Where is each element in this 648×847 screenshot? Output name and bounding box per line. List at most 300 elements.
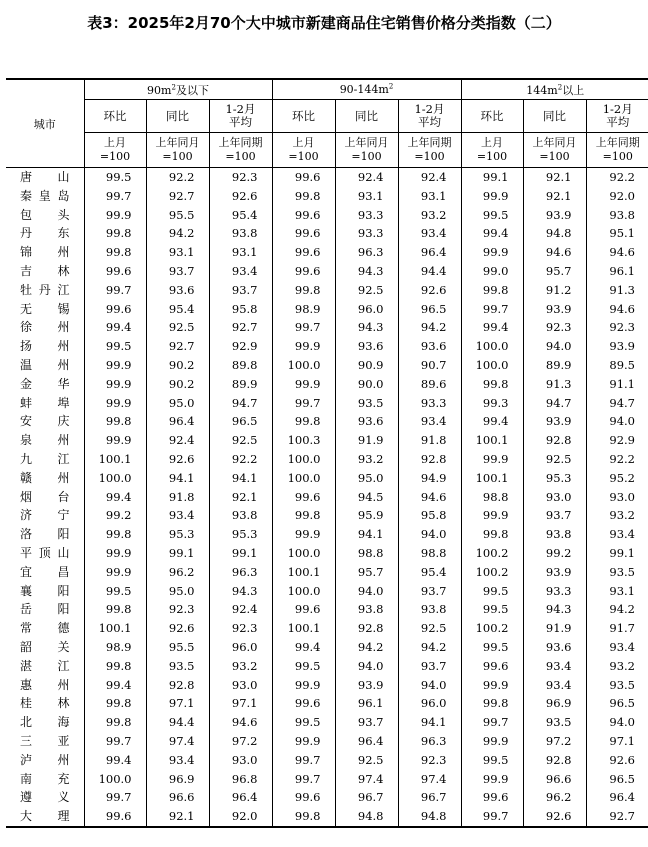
index-value: 92.5: [335, 281, 398, 300]
index-value: 93.1: [335, 187, 398, 206]
index-value: 94.3: [209, 582, 272, 601]
city-name: 蚌埠: [20, 395, 70, 410]
index-value: 94.8: [523, 224, 586, 243]
col-header-yoy: 同比: [146, 100, 209, 133]
index-value: 89.9: [523, 356, 586, 375]
index-value: 99.5: [272, 657, 335, 676]
index-value: 93.2: [398, 206, 461, 225]
index-value: 99.4: [461, 224, 523, 243]
index-value: 99.7: [461, 807, 523, 827]
index-value: 95.7: [335, 563, 398, 582]
index-value: 94.1: [209, 469, 272, 488]
index-value: 92.4: [398, 168, 461, 187]
index-value: 93.4: [209, 262, 272, 281]
index-value: 99.6: [272, 694, 335, 713]
index-value: 90.2: [146, 375, 209, 394]
index-value: 93.0: [209, 676, 272, 695]
index-value: 99.5: [461, 582, 523, 601]
index-value: 96.4: [335, 732, 398, 751]
index-value: 92.6: [398, 281, 461, 300]
index-value: 96.6: [146, 788, 209, 807]
index-value: 99.7: [84, 788, 146, 807]
index-value: 94.0: [335, 657, 398, 676]
city-name: 烟台: [20, 489, 70, 504]
index-value: 99.8: [461, 525, 523, 544]
index-value: 99.9: [461, 506, 523, 525]
index-value: 92.3: [523, 318, 586, 337]
index-value: 93.6: [335, 412, 398, 431]
base-label: 上年同月=100: [523, 133, 586, 168]
index-value: 96.5: [586, 770, 648, 789]
city-name: 南充: [20, 771, 70, 786]
city-name: 洛阳: [20, 527, 70, 542]
index-value: 99.9: [461, 243, 523, 262]
index-value: 97.1: [146, 694, 209, 713]
col-header-mom: 环比: [461, 100, 523, 133]
index-value: 99.8: [272, 807, 335, 827]
index-value: 99.5: [461, 638, 523, 657]
index-value: 95.7: [523, 262, 586, 281]
index-value: 96.4: [146, 412, 209, 431]
index-value: 93.7: [523, 506, 586, 525]
index-value: 95.4: [209, 206, 272, 225]
index-value: 99.9: [272, 525, 335, 544]
index-value: 93.2: [586, 657, 648, 676]
index-value: 93.4: [586, 638, 648, 657]
index-value: 93.8: [209, 224, 272, 243]
index-value: 92.2: [586, 450, 648, 469]
index-value: 92.9: [586, 431, 648, 450]
col-header-avg: 1-2月 平均: [398, 100, 461, 133]
index-value: 92.2: [146, 168, 209, 187]
index-value: 93.3: [523, 582, 586, 601]
table-row: [6, 788, 648, 807]
index-value: 92.0: [586, 187, 648, 206]
city-column-header: 城市: [6, 79, 84, 168]
index-value: 99.4: [272, 638, 335, 657]
index-value: 89.8: [209, 356, 272, 375]
index-value: 100.1: [84, 619, 146, 638]
index-value: 100.0: [84, 469, 146, 488]
index-value: 92.1: [523, 187, 586, 206]
index-value: 95.3: [209, 525, 272, 544]
index-value: 99.9: [272, 732, 335, 751]
index-value: 99.9: [84, 206, 146, 225]
index-value: 100.3: [272, 431, 335, 450]
city-name: 金华: [20, 376, 70, 391]
city-name: 丹东: [20, 226, 70, 241]
index-value: 93.2: [335, 450, 398, 469]
index-value: 99.5: [461, 751, 523, 770]
index-value: 100.2: [461, 544, 523, 563]
index-value: 99.1: [146, 544, 209, 563]
index-value: 99.5: [461, 600, 523, 619]
index-value: 100.1: [272, 619, 335, 638]
index-value: 94.1: [146, 469, 209, 488]
index-value: 94.0: [398, 676, 461, 695]
index-value: 93.6: [335, 337, 398, 356]
index-value: 93.4: [146, 751, 209, 770]
index-value: 93.5: [586, 563, 648, 582]
index-value: 95.9: [335, 506, 398, 525]
index-value: 94.6: [209, 713, 272, 732]
index-value: 93.7: [335, 713, 398, 732]
index-value: 93.7: [146, 262, 209, 281]
index-value: 92.4: [335, 168, 398, 187]
index-value: 94.6: [523, 243, 586, 262]
index-value: 95.3: [146, 525, 209, 544]
table-row: [6, 732, 648, 751]
index-value: 94.7: [586, 394, 648, 413]
index-value: 99.4: [84, 318, 146, 337]
table-row: [6, 676, 648, 695]
index-value: 99.9: [84, 563, 146, 582]
city-name: 锦州: [20, 245, 70, 260]
index-value: 99.9: [84, 375, 146, 394]
city-name: 岳阳: [20, 602, 70, 617]
index-value: 99.6: [272, 788, 335, 807]
index-value: 93.9: [523, 412, 586, 431]
index-value: 99.8: [84, 412, 146, 431]
base-label: 上年同期=100: [398, 133, 461, 168]
index-value: 92.5: [146, 318, 209, 337]
index-value: 93.8: [398, 600, 461, 619]
table-row: [6, 318, 648, 337]
index-value: 99.9: [461, 450, 523, 469]
city-name: 牡丹江: [20, 282, 70, 297]
index-value: 92.6: [146, 619, 209, 638]
index-value: 99.9: [84, 431, 146, 450]
base-label: 上月=100: [461, 133, 523, 168]
city-name: 遵义: [20, 790, 70, 805]
index-value: 91.7: [586, 619, 648, 638]
index-value: 93.4: [586, 525, 648, 544]
index-value: 99.4: [461, 318, 523, 337]
index-value: 100.0: [272, 544, 335, 563]
page-title: 表3：2025年2月70个大中城市新建商品住宅销售价格分类指数（二）: [87, 14, 561, 32]
index-value: 99.4: [461, 412, 523, 431]
table-row: [6, 807, 648, 827]
index-value: 99.6: [84, 262, 146, 281]
index-value: 96.7: [398, 788, 461, 807]
index-value: 94.2: [398, 638, 461, 657]
index-value: 89.6: [398, 375, 461, 394]
index-value: 99.3: [461, 394, 523, 413]
index-value: 99.7: [272, 394, 335, 413]
index-value: 93.9: [523, 563, 586, 582]
index-value: 100.1: [461, 469, 523, 488]
table-row: [6, 224, 648, 243]
index-value: 93.3: [335, 224, 398, 243]
index-value: 93.9: [523, 300, 586, 319]
index-value: 96.2: [146, 563, 209, 582]
index-value: 98.9: [272, 300, 335, 319]
index-value: 94.2: [335, 638, 398, 657]
index-value: 99.8: [461, 694, 523, 713]
city-name: 泸州: [20, 752, 70, 767]
index-value: 94.0: [335, 582, 398, 601]
index-value: 99.9: [272, 375, 335, 394]
index-value: 99.9: [272, 676, 335, 695]
index-value: 99.6: [272, 243, 335, 262]
index-value: 94.6: [586, 243, 648, 262]
index-value: 97.4: [335, 770, 398, 789]
index-value: 96.1: [335, 694, 398, 713]
city-name: 常德: [20, 621, 70, 636]
table-row: [6, 168, 648, 187]
index-value: 99.5: [84, 337, 146, 356]
city-name: 湛江: [20, 658, 70, 673]
col-header-mom: 环比: [84, 100, 146, 133]
index-value: 94.8: [335, 807, 398, 827]
index-value: 100.0: [84, 770, 146, 789]
index-value: 99.6: [272, 168, 335, 187]
index-value: 99.1: [586, 544, 648, 563]
index-value: 94.0: [523, 337, 586, 356]
table-row: [6, 506, 648, 525]
table-row: [6, 619, 648, 638]
city-name: 襄阳: [20, 583, 70, 598]
index-value: 92.8: [146, 676, 209, 695]
col-header-mom: 环比: [272, 100, 335, 133]
city-name: 宜昌: [20, 564, 70, 579]
table-row: [6, 300, 648, 319]
index-value: 99.1: [461, 168, 523, 187]
index-value: 99.8: [84, 657, 146, 676]
index-value: 99.8: [84, 525, 146, 544]
index-value: 97.4: [146, 732, 209, 751]
index-value: 96.2: [523, 788, 586, 807]
index-value: 99.6: [461, 788, 523, 807]
index-value: 99.7: [461, 300, 523, 319]
index-value: 92.6: [523, 807, 586, 827]
base-label: 上月=100: [84, 133, 146, 168]
index-value: 93.5: [523, 713, 586, 732]
index-value: 93.7: [398, 657, 461, 676]
index-value: 99.7: [272, 751, 335, 770]
index-value: 95.8: [398, 506, 461, 525]
col-header-avg: 1-2月 平均: [586, 100, 648, 133]
index-value: 92.4: [146, 431, 209, 450]
index-value: 93.7: [398, 582, 461, 601]
index-value: 96.5: [586, 694, 648, 713]
index-value: 95.0: [146, 582, 209, 601]
index-value: 96.3: [335, 243, 398, 262]
index-value: 91.9: [335, 431, 398, 450]
index-value: 92.5: [523, 450, 586, 469]
index-value: 89.9: [209, 375, 272, 394]
index-value: 99.6: [272, 224, 335, 243]
index-value: 99.4: [84, 751, 146, 770]
index-value: 91.3: [523, 375, 586, 394]
index-value: 93.1: [586, 582, 648, 601]
index-value: 99.5: [272, 713, 335, 732]
index-value: 99.7: [272, 318, 335, 337]
table-row: [6, 469, 648, 488]
city-name: 吉林: [20, 263, 70, 278]
index-value: 90.0: [335, 375, 398, 394]
index-value: 96.4: [586, 788, 648, 807]
index-value: 99.7: [84, 281, 146, 300]
table-row: [6, 206, 648, 225]
index-value: 99.6: [84, 300, 146, 319]
index-value: 96.0: [398, 694, 461, 713]
city-name: 安庆: [20, 414, 70, 429]
index-value: 99.9: [84, 544, 146, 563]
index-value: 99.7: [461, 713, 523, 732]
index-value: 92.5: [209, 431, 272, 450]
index-value: 93.4: [523, 676, 586, 695]
index-value: 96.5: [398, 300, 461, 319]
index-value: 94.6: [586, 300, 648, 319]
index-value: 93.6: [146, 281, 209, 300]
index-value: 94.2: [586, 600, 648, 619]
index-value: 97.1: [586, 732, 648, 751]
index-value: 94.3: [335, 262, 398, 281]
index-value: 95.2: [586, 469, 648, 488]
index-value: 93.1: [146, 243, 209, 262]
table-row: [6, 243, 648, 262]
index-value: 99.8: [84, 694, 146, 713]
index-value: 100.1: [84, 450, 146, 469]
index-value: 99.8: [461, 281, 523, 300]
index-value: 92.2: [586, 168, 648, 187]
index-value: 99.4: [84, 488, 146, 507]
index-value: 90.7: [398, 356, 461, 375]
index-value: 93.4: [398, 412, 461, 431]
index-value: 92.8: [398, 450, 461, 469]
index-value: 93.4: [146, 506, 209, 525]
index-value: 94.5: [335, 488, 398, 507]
index-value: 98.8: [335, 544, 398, 563]
index-value: 93.1: [209, 243, 272, 262]
index-value: 99.8: [84, 713, 146, 732]
index-value: 100.1: [461, 431, 523, 450]
index-value: 96.9: [523, 694, 586, 713]
index-value: 92.3: [398, 751, 461, 770]
table-row: [6, 431, 648, 450]
group-header-large: $144m^2$以上: [461, 79, 648, 100]
city-name: 温州: [20, 357, 70, 372]
index-value: 99.1: [209, 544, 272, 563]
index-value: 94.1: [398, 713, 461, 732]
table-row: [6, 488, 648, 507]
index-value: 94.0: [586, 713, 648, 732]
index-value: 99.9: [84, 394, 146, 413]
table-row: [6, 337, 648, 356]
index-value: 99.8: [272, 412, 335, 431]
index-value: 99.5: [461, 206, 523, 225]
index-value: 89.5: [586, 356, 648, 375]
index-value: 93.2: [209, 657, 272, 676]
index-value: 99.2: [84, 506, 146, 525]
index-value: 93.5: [335, 394, 398, 413]
index-value: 93.0: [523, 488, 586, 507]
city-name: 泉州: [20, 433, 70, 448]
index-value: 99.9: [461, 732, 523, 751]
table-row: [6, 544, 648, 563]
index-value: 97.4: [398, 770, 461, 789]
col-header-avg: 1-2月 平均: [209, 100, 272, 133]
group-header-small: $90m^2$及以下: [84, 79, 272, 100]
index-value: 93.5: [146, 657, 209, 676]
index-value: 99.8: [84, 600, 146, 619]
index-value: 97.2: [209, 732, 272, 751]
city-name: 韶关: [20, 639, 70, 654]
city-name: 桂林: [20, 696, 70, 711]
index-value: 93.3: [398, 394, 461, 413]
index-value: 90.2: [146, 356, 209, 375]
index-value: 95.0: [146, 394, 209, 413]
index-value: 100.2: [461, 619, 523, 638]
index-value: 94.7: [523, 394, 586, 413]
index-value: 99.5: [84, 582, 146, 601]
city-name: 包头: [20, 207, 70, 222]
index-value: 93.0: [209, 751, 272, 770]
index-value: 100.0: [461, 356, 523, 375]
index-value: 98.8: [461, 488, 523, 507]
table-row: [6, 412, 648, 431]
index-value: 92.1: [146, 807, 209, 827]
index-value: 96.4: [398, 243, 461, 262]
index-value: 93.3: [335, 206, 398, 225]
index-value: 91.8: [398, 431, 461, 450]
index-value: 96.3: [398, 732, 461, 751]
index-value: 93.8: [523, 525, 586, 544]
col-header-yoy: 同比: [523, 100, 586, 133]
index-value: 99.2: [523, 544, 586, 563]
index-value: 91.8: [146, 488, 209, 507]
index-value: 92.7: [146, 187, 209, 206]
index-value: 96.4: [209, 788, 272, 807]
city-name: 扬州: [20, 339, 70, 354]
city-name: 三亚: [20, 733, 70, 748]
index-value: 94.4: [146, 713, 209, 732]
index-value: 98.9: [84, 638, 146, 657]
table-row: [6, 582, 648, 601]
table-row: [6, 262, 648, 281]
city-name: 惠州: [20, 677, 70, 692]
index-value: 94.3: [335, 318, 398, 337]
base-label: 上年同期=100: [586, 133, 648, 168]
index-value: 96.5: [209, 412, 272, 431]
index-value: 90.9: [335, 356, 398, 375]
index-value: 92.8: [523, 751, 586, 770]
base-label: 上年同月=100: [146, 133, 209, 168]
index-value: 91.2: [523, 281, 586, 300]
index-value: 94.3: [523, 600, 586, 619]
index-value: 96.1: [586, 262, 648, 281]
index-value: 92.6: [146, 450, 209, 469]
group-header-medium: $90-144m^2$: [272, 79, 461, 100]
index-value: 92.2: [209, 450, 272, 469]
index-value: 99.8: [272, 506, 335, 525]
table-row: [6, 770, 648, 789]
index-value: 95.5: [146, 206, 209, 225]
index-value: 94.7: [209, 394, 272, 413]
index-value: 98.8: [398, 544, 461, 563]
index-value: 99.8: [461, 375, 523, 394]
index-value: 99.0: [461, 262, 523, 281]
index-value: 92.7: [146, 337, 209, 356]
index-value: 92.8: [523, 431, 586, 450]
index-value: 93.0: [586, 488, 648, 507]
table-row: [6, 375, 648, 394]
index-value: 92.3: [146, 600, 209, 619]
index-value: 99.6: [272, 262, 335, 281]
index-value: 93.6: [523, 638, 586, 657]
index-value: 95.1: [586, 224, 648, 243]
